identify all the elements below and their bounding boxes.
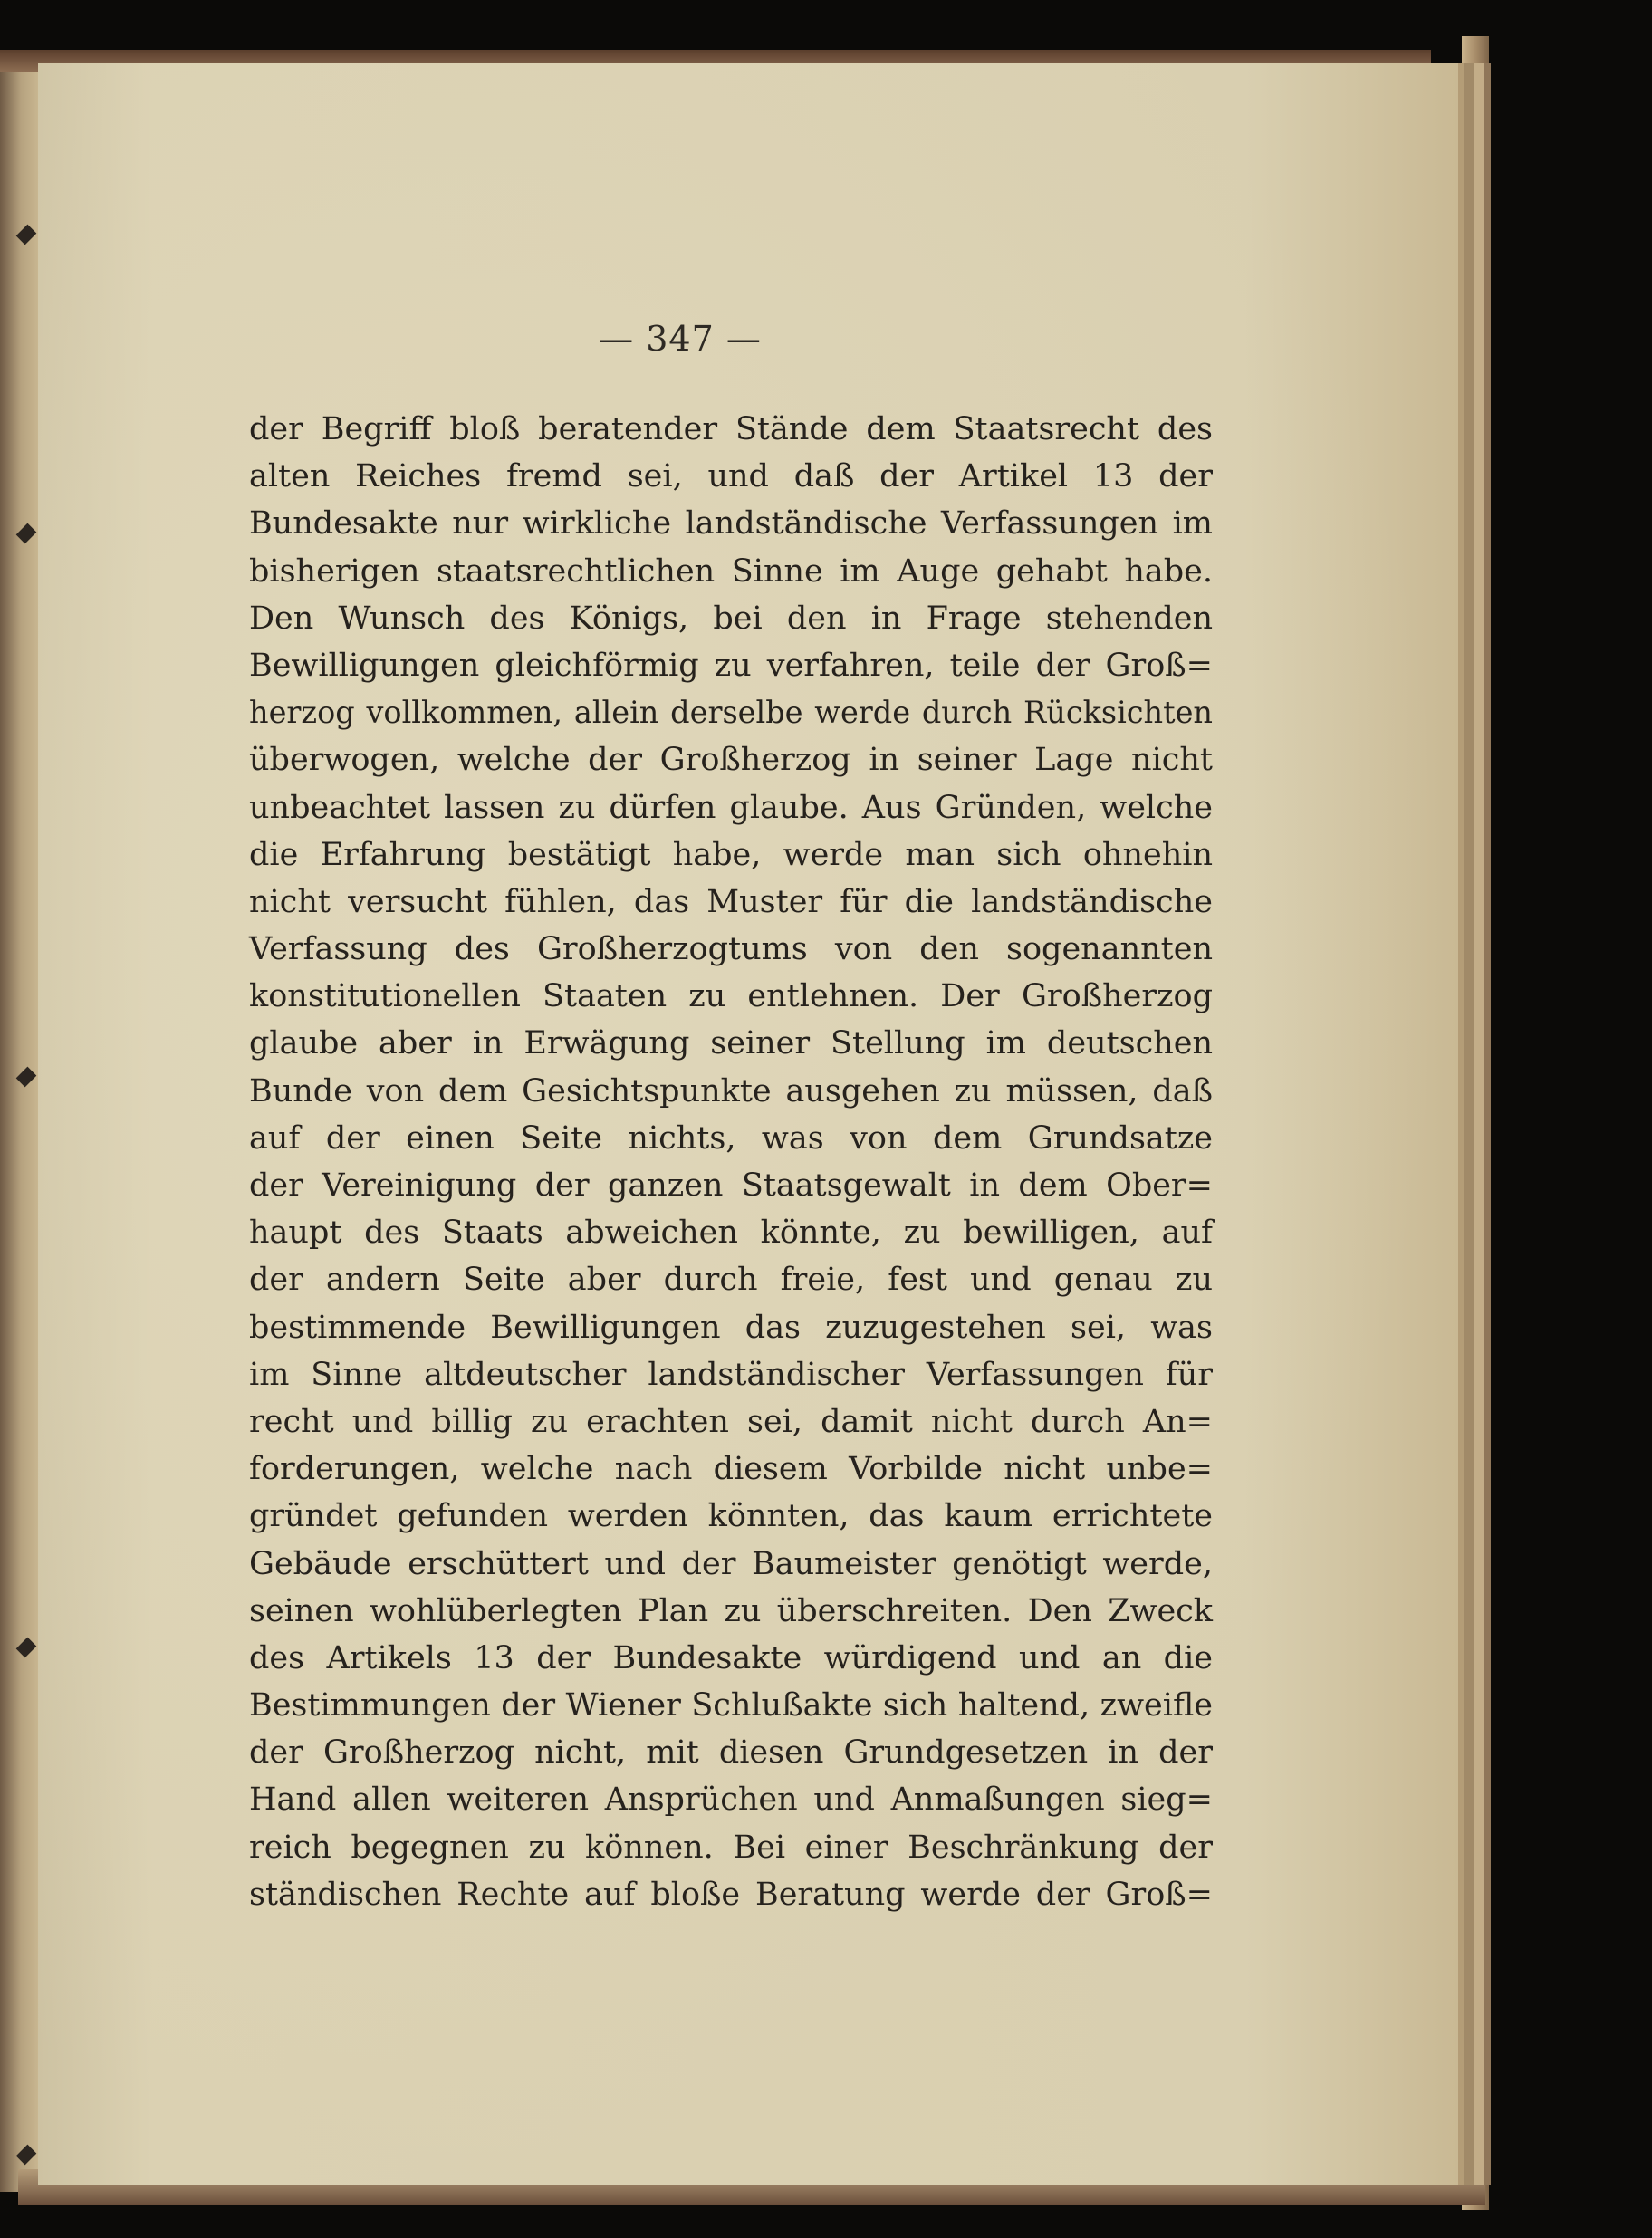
binding-stitch <box>16 225 37 245</box>
text-line: reich begegnen zu können. Bei einer Beschränkung der <box>249 1829 1213 1866</box>
text-line: haupt des Staats abweichen könnte, zu bewilligen, auf <box>249 1215 1213 1252</box>
binding-stitch <box>16 2145 37 2166</box>
binding-stitch <box>16 1067 37 1088</box>
text-line: nicht versucht fühlen, das Muster für die landständische <box>249 883 1213 920</box>
text-line: Hand allen weiteren Ansprüchen und Anmaßungen sieg= <box>249 1782 1213 1819</box>
text-line: alten Reiches fremd sei, und daß der Artikel 13 der <box>249 458 1213 495</box>
text-line: ständischen Rechte auf bloße Beratung werde der Groß= <box>249 1876 1213 1913</box>
text-line: des Artikels 13 der Bundesakte würdigend und an die <box>249 1639 1213 1676</box>
binding-stitch <box>16 1638 37 1658</box>
text-line: überwogen, welche der Großherzog in seiner Lage nicht <box>249 742 1213 779</box>
page-stack-edge <box>1462 36 1489 2210</box>
previous-page-edge <box>0 72 40 2192</box>
text-line: forderungen, welche nach diesem Vorbilde nicht unbe= <box>249 1451 1213 1488</box>
text-line: der andern Seite aber durch freie, fest und genau zu <box>249 1262 1213 1299</box>
text-line: Verfassung des Großherzogtums von den sogenannten <box>249 931 1213 968</box>
text-line: die Erfahrung bestätigt habe, werde man sich ohnehin <box>249 836 1213 873</box>
text-line: bestimmende Bewilligungen das zuzugestehen sei, was <box>249 1309 1213 1346</box>
text-line: Den Wunsch des Königs, bei den in Frage stehenden <box>249 600 1213 637</box>
text-line: glaube aber in Erwägung seiner Stellung im deutschen <box>249 1025 1213 1062</box>
text-line: der Vereinigung der ganzen Staatsgewalt in dem Ober= <box>249 1167 1213 1204</box>
text-line: herzog vollkommen, allein derselbe werde durch Rücksichten <box>249 695 1213 731</box>
text-line: auf der einen Seite nichts, was von dem Grundsatze <box>249 1119 1213 1157</box>
text-line: seinen wohlüberlegten Plan zu überschreiten. Den Zweck <box>249 1592 1213 1629</box>
text-line: im Sinne altdeutscher landständischer Verfassungen für <box>249 1356 1213 1393</box>
page-number: — 347 — <box>599 319 762 359</box>
body-text <box>249 406 1213 1918</box>
text-line: recht und billig zu erachten sei, damit nicht durch An= <box>249 1403 1213 1440</box>
text-line: gründet gefunden werden könnten, das kaum errichtete <box>249 1498 1213 1535</box>
text-line: unbeachtet lassen zu dürfen glaube. Aus Gründen, welche <box>249 789 1213 826</box>
text-line: Bestimmungen der Wiener Schlußakte sich haltend, zweifle <box>249 1687 1213 1724</box>
text-line: Bundesakte nur wirkliche landständische Verfassungen im <box>249 505 1213 543</box>
text-line: konstitutionellen Staaten zu entlehnen. Der Großherzog <box>249 978 1213 1015</box>
text-line: Gebäude erschüttert und der Baumeister genötigt werde, <box>249 1545 1213 1582</box>
text-line: Bunde von dem Gesichtspunkte ausgehen zu müssen, daß <box>249 1072 1213 1109</box>
book-page <box>38 63 1464 2185</box>
text-line: der Großherzog nicht, mit diesen Grundgesetzen in der <box>249 1734 1213 1772</box>
text-line: Bewilligungen gleichförmig zu verfahren, teile der Groß= <box>249 647 1213 684</box>
text-line: der Begriff bloß beratender Stände dem Staatsrecht des <box>249 411 1213 447</box>
text-line: bisherigen staatsrechtlichen Sinne im Auge gehabt habe. <box>249 552 1213 590</box>
binding-stitch <box>16 523 37 544</box>
